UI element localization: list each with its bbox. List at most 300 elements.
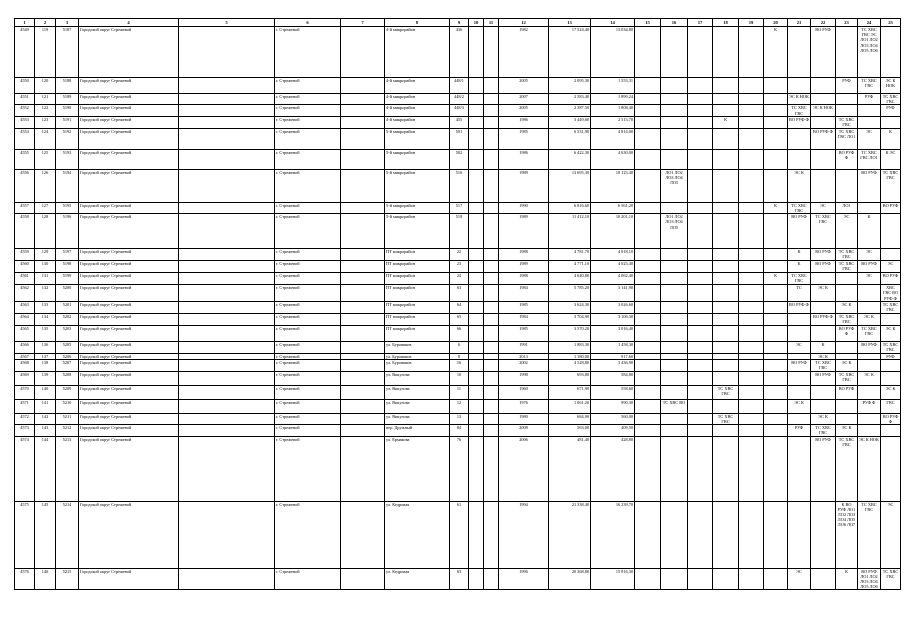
table-cell: Городской округ Стрежевой	[79, 413, 179, 424]
table-cell: ЭС	[788, 342, 811, 353]
table-cell	[341, 128, 385, 149]
table-cell: ТС ХВС ГВС	[788, 202, 811, 213]
table-cell	[635, 105, 661, 116]
table-cell: 129	[35, 249, 56, 261]
table-cell	[713, 302, 739, 314]
table-cell: ВО РУФ	[811, 436, 836, 501]
table-cell: 4-й микрорайон	[385, 105, 450, 116]
table-cell: 21 338,40	[549, 501, 591, 568]
register-table	[14, 18, 901, 590]
table-cell	[811, 78, 836, 94]
table-cell	[661, 342, 688, 353]
table-cell	[469, 128, 484, 149]
table-cell	[713, 214, 739, 249]
table-cell	[836, 105, 858, 116]
table-cell	[661, 425, 688, 436]
table-cell	[764, 214, 788, 249]
table-cell	[661, 302, 688, 314]
table-cell: 1990	[499, 202, 549, 213]
table-cell: 121	[35, 94, 56, 105]
table-cell: г. Стрежевой	[275, 436, 341, 501]
table-cell: 4572	[15, 413, 35, 424]
table-cell	[635, 273, 661, 285]
table-cell: 2 387,50	[549, 105, 591, 116]
table-cell	[713, 202, 739, 213]
table-cell: 1996	[499, 568, 549, 590]
column-number-22: 22	[811, 19, 836, 27]
table-cell: 4569	[15, 371, 35, 385]
table-row	[15, 128, 901, 149]
table-cell	[661, 78, 688, 94]
table-cell	[688, 116, 713, 128]
table-cell: Городской округ Стрежевой	[79, 27, 179, 78]
table-cell	[341, 371, 385, 385]
table-cell: 20 368,80	[549, 568, 591, 590]
table-cell: Городской округ Стрежевой	[79, 94, 179, 105]
table-cell: 5210	[56, 399, 79, 413]
table-cell: 137	[35, 353, 56, 359]
table-cell: 5197	[56, 249, 79, 261]
table-cell	[688, 326, 713, 342]
table-row	[15, 359, 901, 371]
table-cell	[635, 285, 661, 302]
table-cell: ТС ХВС ГВС ЛО1	[836, 128, 858, 149]
table-cell: ЛО1 ЛО2 ЛО3 ЛО4 ЛО5	[661, 214, 688, 249]
table-cell: Городской округ Стрежевой	[79, 302, 179, 314]
table-cell: 3 570,20	[549, 326, 591, 342]
table-cell	[811, 501, 836, 568]
table-cell	[688, 501, 713, 568]
table-cell: 1986	[499, 116, 549, 128]
table-cell: 1960	[499, 385, 549, 399]
table-cell	[713, 273, 739, 285]
table-cell	[688, 371, 713, 385]
table-cell	[179, 436, 275, 501]
table-cell: Городской округ Стрежевой	[79, 568, 179, 590]
table-cell	[179, 149, 275, 169]
table-cell	[469, 27, 484, 78]
table-cell: 4566	[15, 342, 35, 353]
table-cell: 142	[35, 413, 56, 424]
table-cell	[688, 413, 713, 424]
table-cell: К	[836, 568, 858, 590]
table-cell: г. Стрежевой	[275, 342, 341, 353]
table-cell: ЭС К	[811, 413, 836, 424]
table-cell: ТС ХВС ГВС	[836, 116, 858, 128]
table-cell: РУФ	[881, 353, 901, 359]
table-cell	[635, 78, 661, 94]
table-cell	[881, 249, 901, 261]
table-cell	[469, 413, 484, 424]
table-cell: ЭС К НОК	[788, 94, 811, 105]
table-cell: ВО РУФ	[881, 202, 901, 213]
table-cell	[788, 385, 811, 399]
table-row	[15, 105, 901, 116]
table-cell: ВО РУФ	[858, 342, 881, 353]
table-cell: 120	[35, 78, 56, 94]
table-cell	[739, 371, 764, 385]
table-cell: 1989	[499, 169, 549, 202]
table-cell: г. Стрежевой	[275, 326, 341, 342]
table-cell: ЭС	[881, 261, 901, 273]
table-cell: 4 528,80	[549, 359, 591, 371]
table-cell: г. Стрежевой	[275, 568, 341, 590]
table-cell: ЭС К	[836, 359, 858, 371]
table-row	[15, 78, 901, 94]
table-cell	[341, 202, 385, 213]
table-cell	[739, 261, 764, 273]
table-cell	[661, 314, 688, 326]
table-cell	[881, 27, 901, 78]
table-cell	[739, 436, 764, 501]
column-number-20: 20	[764, 19, 788, 27]
table-row	[15, 399, 901, 413]
table-cell	[341, 326, 385, 342]
table-cell: г. Стрежевой	[275, 385, 341, 399]
table-cell: 428,80	[591, 436, 635, 501]
table-cell: ул. Ермакова	[385, 436, 450, 501]
table-cell	[688, 399, 713, 413]
table-cell	[688, 202, 713, 213]
table-cell	[739, 105, 764, 116]
table-cell	[688, 169, 713, 202]
table-cell	[688, 568, 713, 590]
table-cell: 5-й микрорайон	[385, 169, 450, 202]
table-cell: 135	[35, 326, 56, 342]
table-cell: ул. Кедровая	[385, 501, 450, 568]
table-cell	[635, 326, 661, 342]
table-cell	[713, 78, 739, 94]
table-cell	[179, 371, 275, 385]
table-cell: 3 449,60	[549, 116, 591, 128]
register-table-body	[15, 19, 901, 590]
table-cell: 127	[35, 202, 56, 213]
table-cell: 10	[450, 371, 469, 385]
table-cell	[179, 78, 275, 94]
table-cell	[179, 214, 275, 249]
table-cell	[661, 436, 688, 501]
table-cell	[341, 261, 385, 273]
table-cell: ЭС	[858, 249, 881, 261]
table-cell: 4 814,00	[591, 128, 635, 149]
table-cell: 133	[35, 302, 56, 314]
table-cell: 4552	[15, 105, 35, 116]
table-cell: ХВС ГВС ВО РУФ Ф	[881, 285, 901, 302]
table-cell: ТС ХВС ГВС	[858, 78, 881, 94]
table-cell: Городской округ Стрежевой	[79, 385, 179, 399]
table-cell	[469, 261, 484, 273]
header-row	[15, 19, 901, 27]
table-cell: 5192	[56, 128, 79, 149]
table-cell	[764, 128, 788, 149]
table-cell: 64	[450, 302, 469, 314]
table-cell: Городской округ Стрежевой	[79, 342, 179, 353]
column-number-19: 19	[739, 19, 764, 27]
table-cell	[764, 568, 788, 590]
table-cell	[469, 342, 484, 353]
table-cell: ПТ микрорайон	[385, 273, 450, 285]
table-cell	[341, 149, 385, 169]
table-cell	[881, 425, 901, 436]
table-cell	[713, 149, 739, 169]
table-cell	[713, 94, 739, 105]
table-cell: ТС ХВС ГВС	[836, 261, 858, 273]
table-cell: ТС ХВС ВО	[661, 399, 688, 413]
table-cell: ВО РУФ ЛО1 ЛО2 ЛО3 ЛО4 ЛО5 ЛО6	[858, 568, 881, 590]
table-cell	[661, 27, 688, 78]
table-cell: 455	[450, 116, 469, 128]
column-number-21: 21	[788, 19, 811, 27]
table-cell: 17 524,40	[549, 27, 591, 78]
table-cell	[469, 78, 484, 94]
table-cell	[836, 169, 858, 202]
table-cell	[739, 359, 764, 371]
table-cell	[179, 342, 275, 353]
column-number-1: 1	[15, 19, 35, 27]
table-cell: 1986	[499, 149, 549, 169]
table-cell: Городской округ Стрежевой	[79, 169, 179, 202]
table-cell	[179, 261, 275, 273]
table-cell	[341, 105, 385, 116]
table-cell	[484, 116, 499, 128]
table-cell	[469, 326, 484, 342]
table-cell: 1 553,31	[591, 78, 635, 94]
table-cell	[836, 285, 858, 302]
table-cell	[341, 342, 385, 353]
table-cell	[635, 27, 661, 78]
table-cell: 5191	[56, 116, 79, 128]
table-cell: ул. Викулова	[385, 399, 450, 413]
table-cell: К	[764, 202, 788, 213]
table-cell	[484, 249, 499, 261]
table-cell: 4554	[15, 128, 35, 149]
table-cell	[469, 249, 484, 261]
table-cell	[858, 413, 881, 424]
table-cell	[739, 169, 764, 202]
table-cell	[764, 94, 788, 105]
column-number-6: 6	[275, 19, 341, 27]
table-cell: ТС	[788, 285, 811, 302]
table-cell	[713, 399, 739, 413]
table-cell	[688, 314, 713, 326]
table-cell: ул. Буровиков	[385, 342, 450, 353]
table-cell: ТС ХВС ГВС	[836, 249, 858, 261]
table-cell	[635, 359, 661, 371]
table-cell: 2007	[499, 94, 549, 105]
table-row	[15, 202, 901, 213]
table-cell	[858, 116, 881, 128]
register-document	[14, 18, 901, 590]
table-cell: 134	[35, 314, 56, 326]
table-cell: Городской округ Стрежевой	[79, 436, 179, 501]
column-number-2: 2	[35, 19, 56, 27]
table-cell: г. Стрежевой	[275, 371, 341, 385]
table-cell	[484, 285, 499, 302]
table-cell	[764, 399, 788, 413]
table-cell	[341, 27, 385, 78]
table-cell: 917,60	[591, 353, 635, 359]
table-cell: 1 458,30	[591, 342, 635, 353]
table-cell	[635, 425, 661, 436]
table-cell: 4551	[15, 94, 35, 105]
table-cell	[764, 78, 788, 94]
table-cell: г. Стрежевой	[275, 314, 341, 326]
table-cell	[858, 285, 881, 302]
table-cell: РУФ	[788, 425, 811, 436]
table-cell: 1985	[499, 302, 549, 314]
table-cell: 5205	[56, 342, 79, 353]
table-cell: 2 583,40	[549, 94, 591, 105]
table-cell: Городской округ Стрежевой	[79, 326, 179, 342]
table-cell	[811, 385, 836, 399]
table-cell: 4-й микрорайон	[385, 116, 450, 128]
table-cell: 5215	[56, 568, 79, 590]
table-cell: 16 239,70	[591, 501, 635, 568]
table-cell: г. Стрежевой	[275, 94, 341, 105]
table-cell	[179, 128, 275, 149]
table-cell	[635, 385, 661, 399]
table-cell: ЭС К	[811, 353, 836, 359]
table-cell	[179, 202, 275, 213]
table-cell: ВО РУФ Ф	[881, 413, 901, 424]
table-cell: ВО РУФ	[811, 261, 836, 273]
column-number-12: 12	[499, 19, 549, 27]
table-cell	[484, 78, 499, 94]
table-cell: 144	[35, 436, 56, 501]
table-cell	[661, 385, 688, 399]
table-cell: 4575	[15, 501, 35, 568]
column-number-5: 5	[179, 19, 275, 27]
table-cell: РУФ	[836, 78, 858, 94]
table-cell: 4576	[15, 568, 35, 590]
table-cell: ЭС К НОК	[811, 105, 836, 116]
table-cell: ЛО1	[836, 202, 858, 213]
table-cell: 2005	[499, 105, 549, 116]
table-cell: 61	[450, 501, 469, 568]
table-cell	[341, 359, 385, 371]
table-cell	[739, 249, 764, 261]
table-cell: г. Стрежевой	[275, 202, 341, 213]
table-cell: 2 513,70	[591, 116, 635, 128]
table-cell: 5-й микрорайон	[385, 149, 450, 169]
table-cell: 10 123,40	[591, 169, 635, 202]
table-cell: 1976	[499, 399, 549, 413]
table-cell	[881, 314, 901, 326]
table-row	[15, 249, 901, 261]
table-cell: ТС ХВС ГВС	[881, 342, 901, 353]
table-cell: г. Стрежевой	[275, 413, 341, 424]
table-cell	[713, 285, 739, 302]
table-cell: 3 026,60	[591, 302, 635, 314]
table-cell: 122	[35, 105, 56, 116]
table-cell: 671,90	[549, 385, 591, 399]
table-cell	[811, 116, 836, 128]
table-cell: 1989	[499, 214, 549, 249]
table-cell: г. Стрежевой	[275, 399, 341, 413]
table-cell: 11 412,10	[549, 214, 591, 249]
table-cell: г. Стрежевой	[275, 273, 341, 285]
table-cell: Городской округ Стрежевой	[79, 359, 179, 371]
table-cell	[739, 128, 764, 149]
table-cell	[179, 399, 275, 413]
table-cell	[469, 285, 484, 302]
table-cell	[635, 94, 661, 105]
table-cell	[635, 214, 661, 249]
table-cell: 1998	[499, 371, 549, 385]
table-cell: 6 561,20	[591, 202, 635, 213]
table-cell: Городской округ Стрежевой	[79, 128, 179, 149]
table-cell: ЭС К	[858, 371, 881, 385]
table-cell	[661, 413, 688, 424]
table-cell: К	[788, 249, 811, 261]
table-cell	[688, 385, 713, 399]
table-cell	[341, 78, 385, 94]
table-cell: ВО РУФ	[788, 359, 811, 371]
table-cell: ЭС К	[881, 385, 901, 399]
table-cell	[688, 425, 713, 436]
table-cell: 5-й микрорайон	[385, 128, 450, 149]
table-cell: 1 899,24	[591, 94, 635, 105]
table-cell: 63	[450, 568, 469, 590]
table-cell: ул. Буровиков	[385, 353, 450, 359]
table-cell: пер. Дружный	[385, 425, 450, 436]
table-cell	[788, 314, 811, 326]
table-cell	[341, 285, 385, 302]
table-cell	[739, 568, 764, 590]
table-cell	[635, 261, 661, 273]
table-cell	[713, 105, 739, 116]
table-cell	[484, 169, 499, 202]
column-number-8: 8	[385, 19, 450, 27]
table-cell	[179, 285, 275, 302]
table-cell: 5203	[56, 326, 79, 342]
column-number-4: 4	[79, 19, 179, 27]
table-cell: 4549	[15, 27, 35, 78]
table-cell	[764, 105, 788, 116]
table-cell: 563,00	[549, 425, 591, 436]
table-cell: 2006	[499, 436, 549, 501]
table-cell: 502	[450, 149, 469, 169]
table-cell	[179, 94, 275, 105]
table-row	[15, 27, 901, 78]
table-cell: К	[881, 128, 901, 149]
table-cell: 4573	[15, 425, 35, 436]
table-cell: 2005	[499, 78, 549, 94]
table-cell: 3 624,30	[549, 302, 591, 314]
table-row	[15, 326, 901, 342]
table-cell: 1 883,30	[549, 342, 591, 353]
table-cell: 5187	[56, 27, 79, 78]
table-cell: 3 016,40	[591, 326, 635, 342]
table-row	[15, 371, 901, 385]
table-cell	[836, 413, 858, 424]
table-cell: г. Стрежевой	[275, 285, 341, 302]
table-cell	[739, 501, 764, 568]
table-cell	[836, 94, 858, 105]
table-cell	[635, 169, 661, 202]
table-cell: 4562	[15, 285, 35, 302]
table-cell: Городской округ Стрежевой	[79, 314, 179, 326]
table-cell: ВО РУФ	[858, 261, 881, 273]
table-cell	[764, 326, 788, 342]
table-cell	[484, 399, 499, 413]
table-cell: ВО РУФ Ф	[811, 314, 836, 326]
table-cell: 436	[450, 27, 469, 78]
table-cell: К	[811, 342, 836, 353]
table-row	[15, 413, 901, 424]
table-cell: ПТ микрорайон	[385, 285, 450, 302]
table-cell	[688, 78, 713, 94]
